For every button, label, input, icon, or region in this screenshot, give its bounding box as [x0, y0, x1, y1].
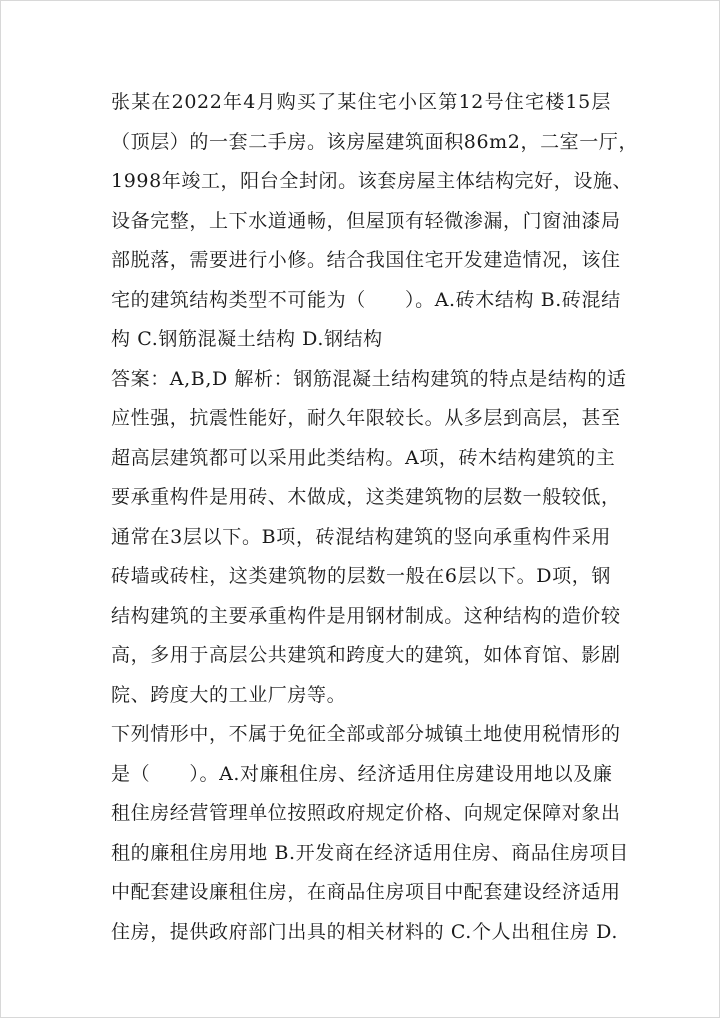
text-line: 张某在2022年4月购买了某住宅小区第12号住宅楼15层 [111, 91, 611, 113]
text-line: 高，多用于高层公共建筑和跨度大的建筑，如体育馆、影剧 [111, 644, 621, 666]
text-line: 构 C.钢筋混凝土结构 D.钢结构 [111, 328, 383, 350]
text-line: 是（ ）。A.对廉租住房、经济适用住房建设用地以及廉 [111, 762, 613, 785]
document-body [111, 83, 639, 952]
text-line: 通常在3层以下。B项，砖混结构建筑的竖向承重构件采用 [111, 525, 611, 548]
text-line: 住房，提供政府部门出具的相关材料的 C.个人出租住房 D. [111, 920, 618, 943]
text-line: 砖墙或砖柱，这类建筑物的层数一般在6层以下。D项，钢 [111, 565, 611, 587]
text-line: 宅的建筑结构类型不可能为（ ）。A.砖木结构 B.砖混结 [111, 288, 621, 311]
text-line: 结构建筑的主要承重构件是用钢材制成。这种结构的造价较 [111, 604, 621, 627]
text-line: 1998年竣工，阳台全封闭。该套房屋主体结构完好，设施、 [111, 170, 633, 192]
text-line: 超高层建筑都可以采用此类结构。A项，砖木结构建筑的主 [111, 446, 616, 469]
text-line: （顶层）的一套二手房。该房屋建筑面积86m2，二室一厅， [111, 130, 639, 153]
question-paragraph-2 [111, 715, 629, 952]
text-line: 租的廉租住房用地 B.开发商在经济适用住房、商品住房项目 [111, 841, 629, 864]
text-line: 设备完整，上下水道通畅，但屋顶有轻微渗漏，门窗油漆局 [111, 209, 621, 232]
text-line: 要承重构件是用砖、木做成，这类建筑物的层数一般较低， [111, 486, 621, 508]
answer-paragraph [111, 360, 627, 716]
text-line: 答案：A,B,D 解析：钢筋混凝土结构建筑的特点是结构的适 [111, 367, 627, 390]
text-line: 院、跨度大的工业厂房等。 [111, 683, 347, 706]
text-line: 部脱落，需要进行小修。结合我国住宅开发建造情况，该住 [111, 249, 621, 271]
text-line: 应性强，抗震性能好，耐久年限较长。从多层到高层，甚至 [111, 407, 621, 429]
text-line: 租住房经营管理单位按照政府规定价格、向规定保障对象出 [111, 802, 621, 824]
question-paragraph-1 [111, 83, 639, 360]
text-line: 下列情形中，不属于免征全部或部分城镇土地使用税情形的 [111, 723, 621, 745]
text-line: 中配套建设廉租住房，在商品住房项目中配套建设经济适用 [111, 881, 621, 903]
